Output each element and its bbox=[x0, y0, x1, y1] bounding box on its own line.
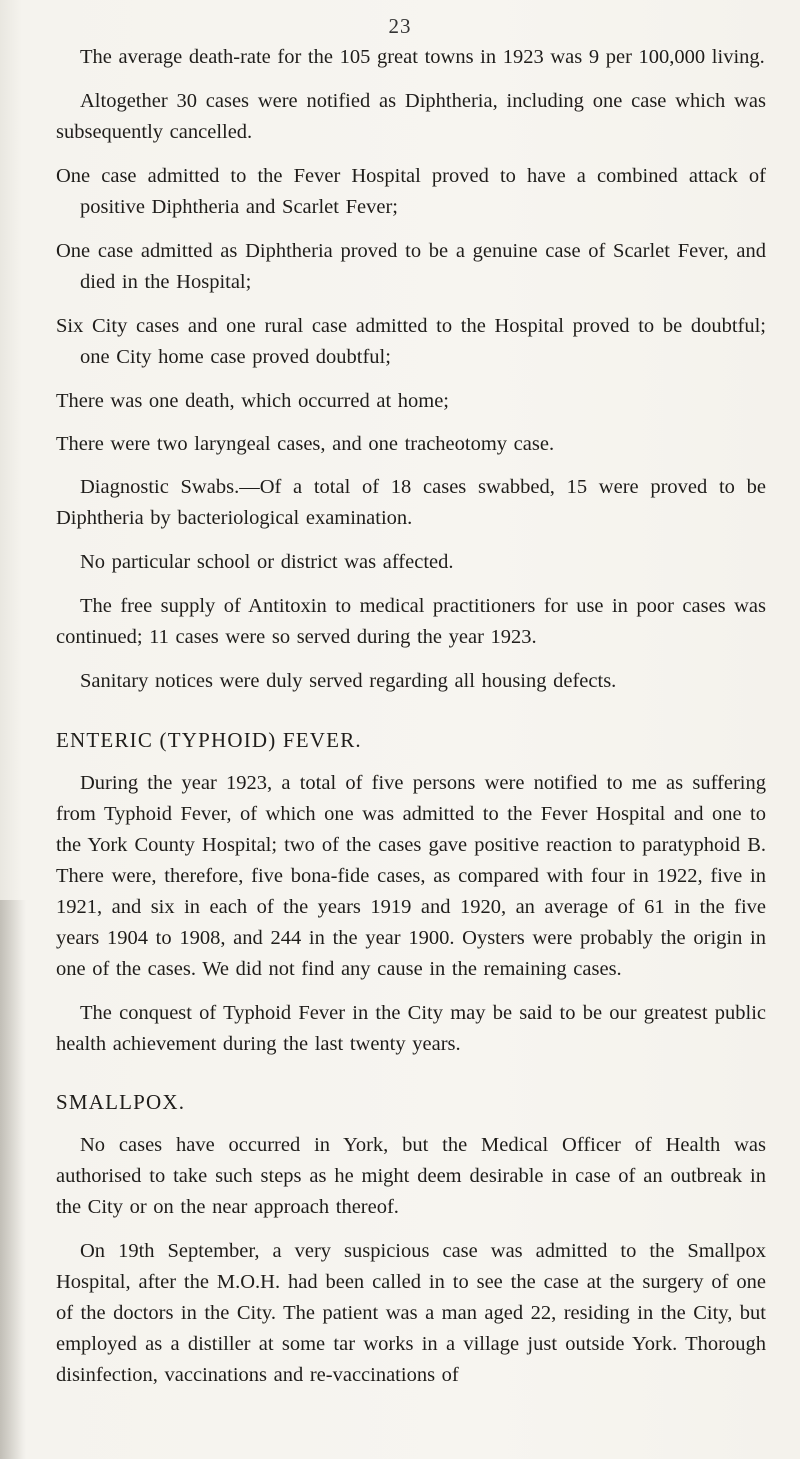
page-number: 23 bbox=[388, 14, 412, 38]
diphtheria-item-combined-attack: One case admitted to the Fever Hospital proved to have a combined attack of positive Diphtheria and Scarlet Fever; bbox=[56, 165, 766, 218]
enteric-paragraph: During the year 1923, a total of five persons were notified to me as suffering from Typhoid Fever, of which one was admitted to the Fever Hospital and one to the York County Hospital; two of the cases gave positive reaction to paratyphoid B. There were, therefore, five bona-fide cases, as compared with four in 1922, five in 1921, and six in each of the years 1919 and 1920, an average of 61 in the five years 1904 to 1908, and 244 in the year 1900. Oysters were probably the origin in one of the cases. We did not find any cause in the remaining cases. bbox=[56, 772, 766, 980]
page-edge-shadow bbox=[0, 900, 26, 1459]
smallpox-heading: SMALLPOX. bbox=[56, 1090, 186, 1114]
death-rate-paragraph: The average death-rate for the 105 great towns in 1923 was 9 per 100,000 living. bbox=[80, 46, 765, 68]
antitoxin-paragraph: The free supply of Antitoxin to medical practitioners for use in poor cases was continued; 11 cases were so served during the year 1923. bbox=[56, 595, 766, 648]
enteric-heading: ENTERIC (TYPHOID) FEVER. bbox=[56, 728, 362, 752]
school-district-paragraph: No particular school or district was affected. bbox=[80, 551, 454, 573]
diagnostic-swabs-paragraph: Diagnostic Swabs.—Of a total of 18 cases swabbed, 15 were proved to be Diphtheria by bacteriological examination. bbox=[56, 476, 766, 529]
diphtheria-item-scarlet-fever: One case admitted as Diphtheria proved to be a genuine case of Scarlet Fever, and died in the Hospital; bbox=[56, 240, 766, 293]
smallpox-case-paragraph: On 19th September, a very suspicious case was admitted to the Smallpox Hospital, after the M.O.H. had been called in to see the case at the surgery of one of the doctors in the City. The patient was a man aged 22, residing in the City, but employed as a distiller at some tar works in a village just outside York. Thorough disinfection, vaccinations and re-vaccinations of bbox=[56, 1240, 766, 1386]
typhoid-conquest-paragraph: The conquest of Typhoid Fever in the City may be said to be our greatest public health achievement during the last twenty years. bbox=[56, 1002, 766, 1055]
body-text bbox=[56, 42, 766, 1404]
diphtheria-item-death: There was one death, which occurred at home; bbox=[56, 390, 450, 412]
diphtheria-notified-paragraph: Altogether 30 cases were notified as Diphtheria, including one case which was subsequently cancelled. bbox=[56, 90, 766, 143]
diphtheria-item-doubtful-cases: Six City cases and one rural case admitted to the Hospital proved to be doubtful; one City home case proved doubtful; bbox=[56, 315, 766, 368]
smallpox-paragraph: No cases have occurred in York, but the Medical Officer of Health was authorised to take such steps as he might deem desirable in case of an outbreak in the City or on the near approach thereof. bbox=[56, 1134, 766, 1218]
diphtheria-item-laryngeal: There were two laryngeal cases, and one tracheotomy case. bbox=[56, 433, 555, 455]
sanitary-notices-paragraph: Sanitary notices were duly served regarding all housing defects. bbox=[80, 670, 617, 692]
